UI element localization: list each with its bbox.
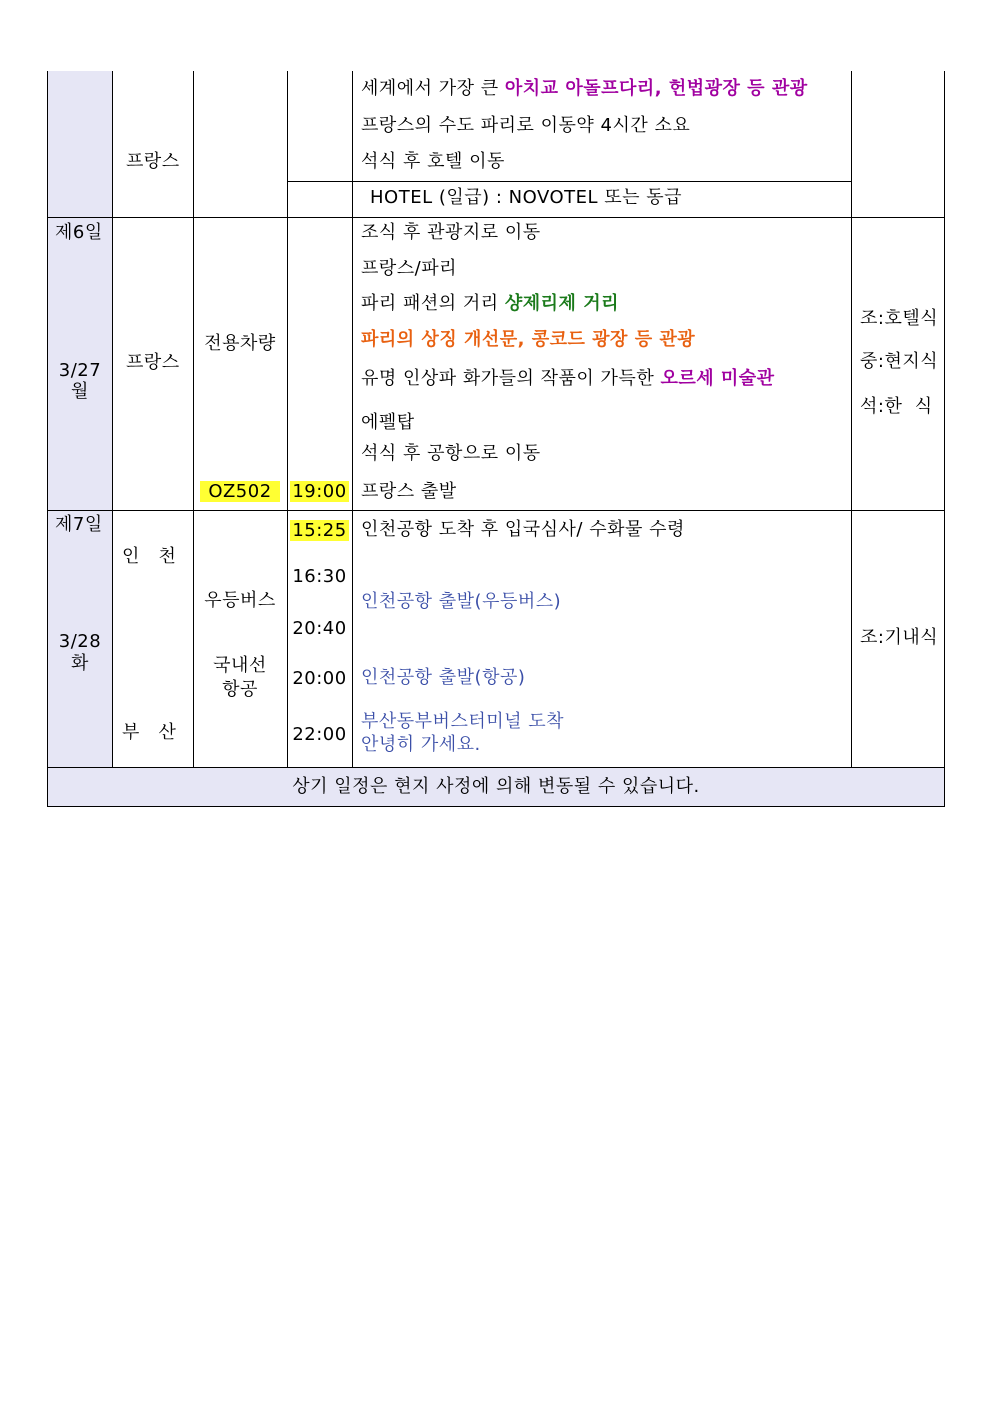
day7-time-3: 20:40 (292, 618, 347, 639)
day6-line-5-plain: 유명 인상파 화가들의 작품이 가득한 (361, 368, 661, 389)
day6-label: 제6일 (55, 222, 103, 243)
day7-time-1 (287, 520, 352, 542)
day5-itinerary-line-3: 석식 후 호텔 이동 (361, 151, 505, 172)
day6-itinerary-line-1: 조식 후 관광지로 이동 (361, 222, 541, 243)
day7-transport-air-2: 항공 (222, 679, 258, 700)
day6-itinerary-line-5 (361, 368, 775, 390)
day5-line-1-plain: 세계에서 가장 큰 (361, 78, 505, 99)
day6-weekday: 월 (71, 381, 89, 402)
day6-itinerary-line-4: 파리의 상징 개선문, 콩코드 광장 등 관광 (361, 329, 696, 350)
day5-hotel: HOTEL (일급) : NOVOTEL 또는 동급 (370, 187, 683, 208)
day7-itinerary-line-5: 안녕히 가세요. (361, 734, 481, 755)
day7-weekday: 화 (71, 653, 89, 674)
day7-time-4: 20:00 (292, 668, 347, 689)
day6-itinerary-line-8: 프랑스 출발 (361, 481, 457, 502)
day6-meal-dinner (860, 396, 936, 418)
day7-itinerary-line-1: 인천공항 도착 후 입국심사/ 수화물 수령 (361, 519, 685, 540)
day6-flight (193, 481, 287, 503)
day7-label: 제7일 (55, 514, 103, 535)
day6-region: 프랑스 (126, 352, 180, 373)
day7-itinerary-line-3: 인천공항 출발(항공) (361, 667, 526, 688)
day7-itinerary-line-2: 인천공항 출발(우등버스) (361, 591, 562, 612)
day7-itinerary-line-4: 부산동부버스터미널 도착 (361, 711, 564, 732)
day6-line-3-plain: 파리 패션의 거리 (361, 293, 505, 314)
day7-time-2: 16:30 (292, 566, 347, 587)
day6-itinerary-line-2: 프랑스/파리 (361, 258, 458, 279)
day7-region-bottom: 부 산 (122, 722, 177, 743)
day6-meal-dinner-label: 석:한 식 (860, 396, 933, 417)
day5-line-1-highlight: 아치교 아돌프다리, 헌법광장 등 관광 (504, 78, 808, 99)
day7-date: 3/28 (58, 631, 102, 652)
day6-meal-breakfast: 조:호텔식 (860, 308, 939, 329)
day6-line-3-highlight: 샹제리제 거리 (504, 293, 619, 314)
day6-itinerary-line-7: 석식 후 공항으로 이동 (361, 443, 541, 464)
day6-itinerary-line-6: 에펠탑 (361, 412, 415, 433)
day6-meal-lunch: 중:현지식 (860, 351, 939, 372)
day7-transport-bus: 우등버스 (204, 590, 276, 611)
day7-transport-air-1: 국내선 (213, 655, 267, 676)
day5-itinerary-line-1 (361, 78, 808, 100)
footer-note: 상기 일정은 현지 사정에 의해 변동될 수 있습니다. (292, 776, 700, 797)
day6-line-5-highlight: 오르세 미술관 (660, 368, 775, 389)
day6-time (287, 481, 352, 503)
day-column-bg-day5 (48, 71, 112, 217)
day6-transport: 전용차량 (204, 333, 276, 354)
day6-flight-number: OZ502 (200, 481, 279, 502)
day7-time-5: 22:00 (292, 724, 347, 745)
day6-itinerary-line-3 (361, 293, 619, 315)
day5-region: 프랑스 (126, 151, 180, 172)
day7-region-top: 인 천 (122, 546, 177, 567)
day5-itinerary-line-2: 프랑스의 수도 파리로 이동약 4시간 소요 (361, 115, 691, 136)
day6-date: 3/27 (58, 360, 102, 381)
day7-meal-breakfast: 조:기내식 (860, 627, 939, 648)
day7-arrival-time: 15:25 (292, 520, 347, 541)
day6-departure-time: 19:00 (292, 481, 347, 502)
